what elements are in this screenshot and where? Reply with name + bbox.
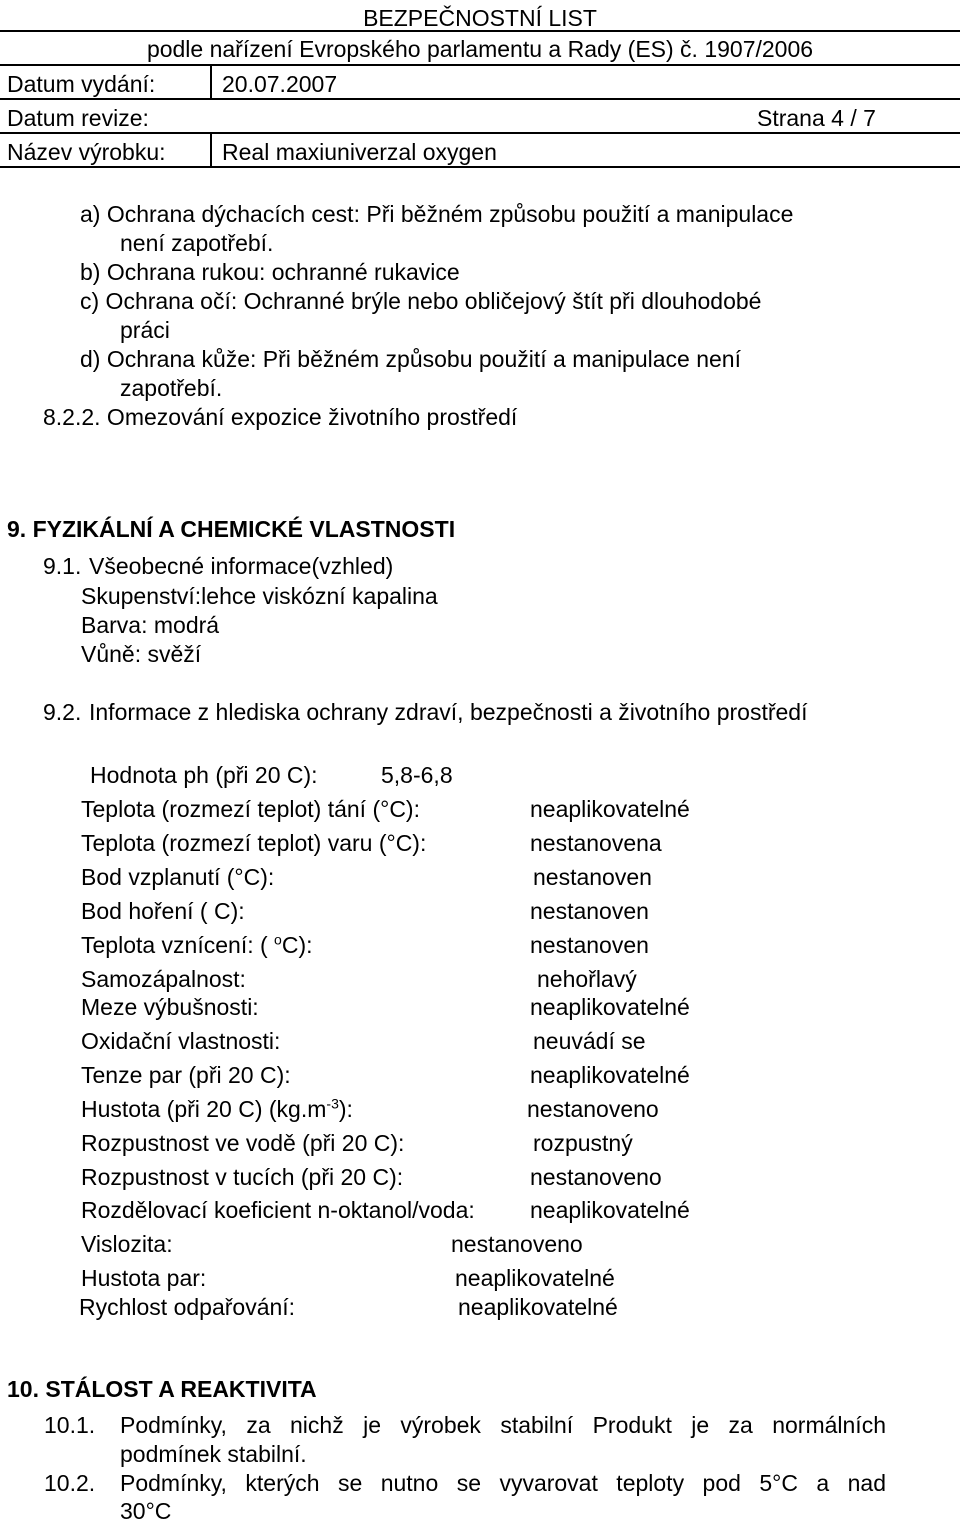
property-label: Teplota vznícení: ( $^o$C): bbox=[81, 931, 313, 958]
property-label: Meze výbušnosti: bbox=[81, 994, 259, 1020]
property-value: nestanoven bbox=[530, 932, 649, 958]
property-value: rozpustný bbox=[533, 1130, 633, 1156]
page-number: Strana 4 / 7 bbox=[757, 105, 876, 131]
revision-date-label: Datum revize: bbox=[7, 105, 149, 131]
property-value: nestanoven bbox=[530, 898, 649, 924]
stability-text-cont: podmínek stabilní. bbox=[120, 1441, 307, 1467]
color: Barva: modrá bbox=[81, 612, 220, 638]
health-info-number: 9.2. bbox=[43, 699, 82, 725]
issue-date-label: Datum vydání: bbox=[7, 71, 156, 97]
header-divider bbox=[210, 66, 212, 100]
property-label: Rozdělovací koeficient n-oktanol/voda: bbox=[81, 1197, 475, 1223]
property-value: neaplikovatelné bbox=[458, 1294, 618, 1320]
property-label: Bod hoření ( C): bbox=[81, 898, 245, 924]
header-product-row bbox=[0, 134, 960, 168]
property-value: neaplikovatelné bbox=[530, 796, 690, 822]
property-value: neuvádí se bbox=[533, 1028, 646, 1054]
regulation-subtitle: podle nařízení Evropského parlamentu a Rady (ES) č. 1907/2006 bbox=[146, 36, 814, 62]
section-9-heading: 9. FYZIKÁLNÍ A CHEMICKÉ VLASTNOSTI bbox=[7, 516, 456, 542]
skin-protection-cont: zapotřebí. bbox=[120, 375, 223, 401]
product-name-label: Název výrobku: bbox=[7, 139, 166, 165]
physical-state: Skupenství:lehce viskózní kapalina bbox=[81, 583, 438, 609]
environmental-exposure-heading: 8.2.2. Omezování expozice životního prostředí bbox=[43, 404, 518, 430]
property-value: nestanoveno bbox=[451, 1231, 583, 1257]
header-subtitle-band bbox=[0, 32, 960, 66]
odor: Vůně: svěží bbox=[81, 641, 202, 667]
respiratory-protection-cont: není zapotřebí. bbox=[120, 230, 274, 256]
property-value: nestanoveno bbox=[527, 1096, 659, 1122]
ph-value: 5,8-6,8 bbox=[381, 762, 453, 788]
conditions-number: 10.2. bbox=[44, 1470, 96, 1496]
property-label: Oxidační vlastnosti: bbox=[81, 1028, 281, 1054]
property-label: Teplota (rozmezí teplot) varu (°C): bbox=[81, 830, 427, 856]
property-label: Tenze par (při 20 C): bbox=[81, 1062, 291, 1088]
header-title-band bbox=[0, 0, 960, 32]
skin-protection: d) Ochrana kůže: Při běžném způsobu použití a manipulace není bbox=[80, 346, 741, 372]
hand-protection: b) Ochrana rukou: ochranné rukavice bbox=[80, 259, 460, 285]
eye-protection-cont: práci bbox=[120, 317, 170, 343]
property-label: Rozpustnost v tucích (při 20 C): bbox=[81, 1164, 404, 1190]
product-name-value: Real maxiuniverzal oxygen bbox=[222, 139, 497, 165]
property-value: nestanoven bbox=[533, 864, 652, 890]
property-value: neaplikovatelné bbox=[530, 994, 690, 1020]
stability-text: Podmínky, za nichž je výrobek stabilní Produkt je za normálních bbox=[120, 1412, 886, 1438]
property-label: Hustota (při 20 C) $(kg.m^{-3})$: bbox=[81, 1095, 353, 1122]
property-label: Teplota (rozmezí teplot) tání (°C): bbox=[81, 796, 420, 822]
property-label: Rozpustnost ve vodě (při 20 C): bbox=[81, 1130, 405, 1156]
general-info-title: Všeobecné informace(vzhled) bbox=[89, 553, 394, 579]
property-value: neaplikovatelné bbox=[530, 1197, 690, 1223]
health-info-title: Informace z hlediska ochrany zdraví, bezpečnosti a životního prostředí bbox=[89, 699, 808, 725]
eye-protection: c) Ochrana očí: Ochranné brýle nebo obličejový štít při dlouhodobé bbox=[80, 288, 762, 314]
general-info-number: 9.1. bbox=[43, 553, 82, 579]
stability-number: 10.1. bbox=[44, 1412, 96, 1438]
header-revision-row bbox=[0, 100, 960, 134]
conditions-text-cont: 30°C bbox=[120, 1498, 172, 1524]
property-value: nestanovena bbox=[530, 830, 662, 856]
ph-label: Hodnota ph (při 20 C): bbox=[90, 762, 318, 788]
property-label: Rychlost odpařování: bbox=[79, 1294, 296, 1320]
property-label: Samozápalnost: bbox=[81, 966, 246, 992]
header-divider bbox=[210, 134, 212, 168]
property-value: neaplikovatelné bbox=[530, 1062, 690, 1088]
property-value: neaplikovatelné bbox=[455, 1265, 615, 1291]
respiratory-protection: a) Ochrana dýchacích cest: Při běžném způsobu použití a manipulace bbox=[80, 201, 794, 227]
document-title: BEZPEČNOSTNÍ LIST bbox=[363, 5, 597, 31]
property-label: Hustota par: bbox=[81, 1265, 207, 1291]
issue-date-value: 20.07.2007 bbox=[222, 71, 338, 97]
property-label: Bod vzplanutí (°C): bbox=[81, 864, 275, 890]
property-label: Vislozita: bbox=[81, 1231, 173, 1257]
property-value: nehořlavý bbox=[537, 966, 637, 992]
property-value: nestanoveno bbox=[530, 1164, 662, 1190]
section-10-heading: 10. STÁLOST A REAKTIVITA bbox=[7, 1376, 317, 1402]
header-issue-row bbox=[0, 66, 960, 100]
conditions-text: Podmínky, kterých se nutno se vyvarovat teploty pod 5°C a nad bbox=[120, 1470, 886, 1496]
